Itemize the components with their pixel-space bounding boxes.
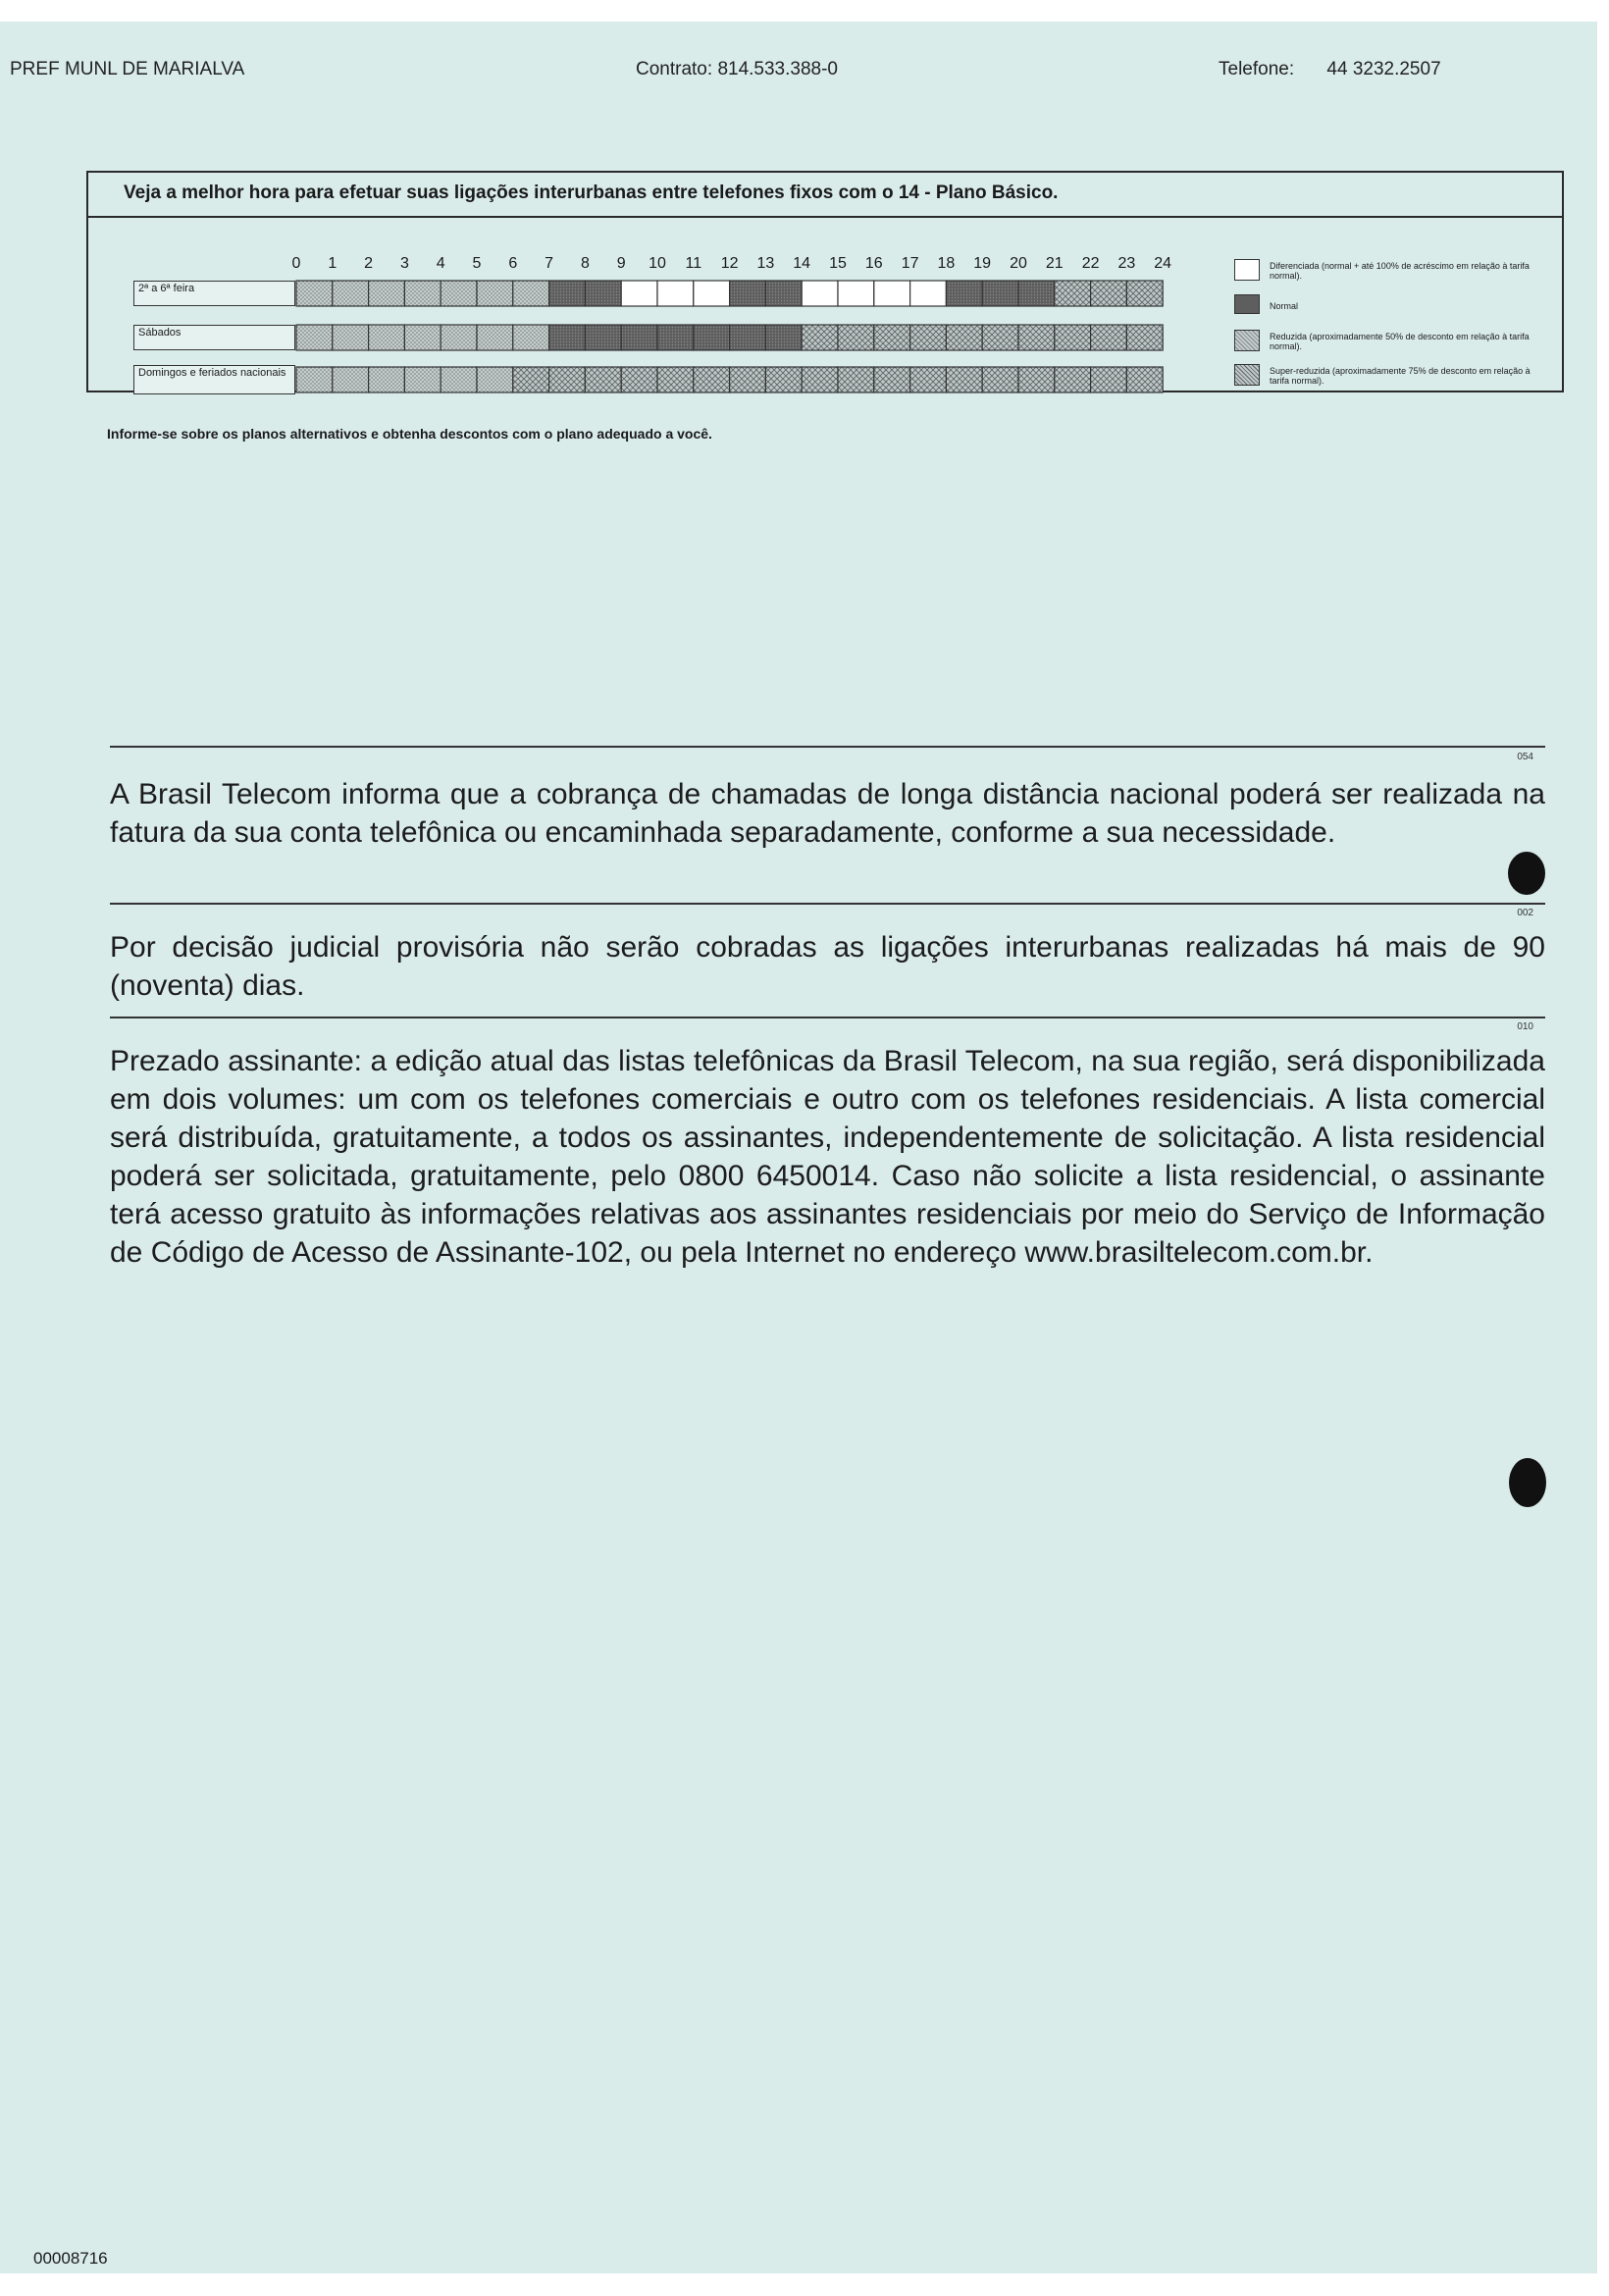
hour-tick-label: 22: [1081, 255, 1100, 272]
message-054: A Brasil Telecom informa que a cobrança de chamadas de longa distância nacional poderá ser realizada na fatura da sua conta telefônica ou encaminhada separadamente, conforme a sua necessidade.: [110, 778, 1545, 849]
hour-tick-label: 15: [829, 255, 847, 272]
hour-cell: [333, 325, 369, 350]
customer-name: PREF MUNL DE MARIALVA: [10, 59, 245, 79]
hour-cell: [730, 325, 766, 350]
hour-tick-label: 9: [616, 255, 626, 272]
document-number: 00008716: [33, 2249, 108, 2268]
hour-cell: [513, 281, 549, 306]
hour-tick-label: 7: [545, 255, 554, 272]
hour-tick-label: 2: [364, 255, 374, 272]
hour-cell: [657, 325, 694, 350]
hour-cell: [838, 281, 874, 306]
hour-cell: [296, 367, 333, 392]
hour-cell: [802, 367, 838, 392]
hour-tick-label: 10: [649, 255, 666, 272]
hour-cell: [694, 367, 730, 392]
hour-cell: [513, 325, 549, 350]
hour-cell: [910, 367, 947, 392]
hour-cell: [404, 325, 441, 350]
hour-cell: [441, 281, 477, 306]
punch-hole-mark: [1508, 852, 1545, 895]
contract-info: [636, 59, 838, 80]
hour-cell: [621, 367, 657, 392]
hour-tick-label: 1: [328, 255, 337, 272]
hour-cell: [1126, 367, 1163, 392]
hour-cell: [1018, 367, 1055, 392]
chart-footnote: Informe-se sobre os planos alternativos e obtenha descontos com o plano adequado a você.: [107, 426, 712, 442]
hour-tick-label: 21: [1045, 255, 1064, 272]
hour-cell: [549, 281, 586, 306]
hour-cell: [1018, 325, 1055, 350]
hour-cell: [441, 325, 477, 350]
hour-cell: [477, 367, 513, 392]
hour-cell: [946, 281, 982, 306]
hour-cell: [585, 281, 621, 306]
hour-cell: [585, 367, 621, 392]
message-010: Prezado assinante: a edição atual das listas telefônicas da Brasil Telecom, na sua região, será disponibilizada em dois volumes: um com os telefones comerciais e outro com os telefones residenciais. A lista comercial será distribuída, gratuitamente, a todos os assinantes, independentemente de solicitação. A lista residencial poderá ser solicitada, gratuitamente, pelo 0800 6450014. Caso não solicite a lista residencial, o assinante terá acesso gratuito às informações relativas aos assinantes residenciais por meio do Serviço de Informação de Código de Acesso de Assinante-102, ou pela Internet no endereço www.brasiltelecom.com.br.: [110, 1045, 1545, 1269]
hour-tick-label: 11: [685, 255, 702, 272]
hour-tick-label: 8: [580, 255, 590, 272]
tariff-schedule-chart: [86, 171, 1564, 392]
hour-cell: [513, 367, 549, 392]
row-label-sundays-holidays: Domingos e feriados nacionais: [133, 365, 295, 394]
hour-grid: [88, 173, 1226, 394]
legend-swatch-normal: [1234, 294, 1260, 314]
divider-054: [110, 746, 1545, 748]
hour-cell: [1126, 325, 1163, 350]
legend-swatch-super: [1234, 364, 1260, 386]
hour-cell: [874, 281, 910, 306]
hour-tick-label: 5: [472, 255, 482, 272]
hour-tick-label: 6: [508, 255, 518, 272]
divider-010: [110, 1017, 1545, 1018]
hour-cell: [838, 367, 874, 392]
hour-tick-label: 13: [756, 255, 775, 272]
hour-tick-label: 17: [901, 255, 919, 272]
hour-cell: [369, 367, 405, 392]
hour-tick-label: 0: [291, 255, 301, 272]
hour-tick-label: 12: [720, 255, 739, 272]
hour-cell: [1091, 325, 1127, 350]
hour-cell: [765, 325, 802, 350]
hour-cell: [585, 325, 621, 350]
hour-cell: [874, 325, 910, 350]
legend-text-super: Super-reduzida (aproximadamente 75% de desconto em relação à tarifa normal).: [1270, 366, 1531, 386]
hour-cell: [369, 281, 405, 306]
message-code-054: 054: [1517, 752, 1533, 762]
legend-text-reduzida: Reduzida (aproximadamente 50% de desconto em relação à tarifa normal).: [1270, 332, 1530, 351]
hour-tick-label: 23: [1117, 255, 1136, 272]
message-code-010: 010: [1517, 1021, 1533, 1032]
hour-cell: [946, 325, 982, 350]
contract-number: 814.533.388-0: [717, 59, 838, 79]
hour-cell: [549, 367, 586, 392]
legend-text-normal: Normal: [1270, 301, 1299, 311]
hour-cell: [657, 281, 694, 306]
hour-cell: [441, 367, 477, 392]
hour-tick-label: 19: [973, 255, 992, 272]
hour-cell: [1055, 325, 1091, 350]
hour-cell: [1018, 281, 1055, 306]
hour-cell: [404, 281, 441, 306]
legend-text-diferenciada: Diferenciada (normal + até 100% de acréscimo em relação à tarifa normal).: [1270, 261, 1530, 281]
hour-cell: [910, 325, 947, 350]
hour-cell: [477, 325, 513, 350]
hour-cell: [694, 281, 730, 306]
hour-cell: [296, 281, 333, 306]
hour-cell: [621, 325, 657, 350]
hour-cell: [730, 367, 766, 392]
hour-cell: [1091, 281, 1127, 306]
hour-cell: [765, 367, 802, 392]
phone-number: 44 3232.2507: [1326, 59, 1441, 79]
hour-cell: [477, 281, 513, 306]
hour-cell: [1055, 281, 1091, 306]
hour-tick-label: 24: [1154, 255, 1172, 272]
hour-cell: [982, 367, 1018, 392]
hour-cell: [802, 281, 838, 306]
hour-cell: [333, 367, 369, 392]
hour-cell: [404, 367, 441, 392]
hour-cell: [946, 367, 982, 392]
divider-002: [110, 903, 1545, 905]
phone-label: Telefone:: [1219, 59, 1295, 79]
hour-cell: [730, 281, 766, 306]
hour-cell: [369, 325, 405, 350]
hour-cell: [802, 325, 838, 350]
message-code-002: 002: [1517, 908, 1533, 918]
hour-tick-label: 4: [436, 255, 445, 272]
hour-cell: [874, 367, 910, 392]
hour-cell: [621, 281, 657, 306]
legend-swatch-diferenciada: [1234, 259, 1260, 281]
bill-page: [0, 22, 1597, 2273]
hour-cell: [1091, 367, 1127, 392]
hour-cell: [838, 325, 874, 350]
hour-tick-label: 18: [937, 255, 956, 272]
hour-cell: [765, 281, 802, 306]
hour-cell: [910, 281, 947, 306]
chart-title: Veja a melhor hora para efetuar suas ligações interurbanas entre telefones fixos com o 14 - Plano Básico.: [124, 183, 1059, 203]
phone-info: [1219, 59, 1441, 80]
hour-cell: [333, 281, 369, 306]
contract-label: Contrato:: [636, 59, 713, 79]
hour-tick-label: 16: [864, 255, 883, 272]
hour-cell: [296, 325, 333, 350]
punch-hole-mark: [1509, 1458, 1546, 1507]
hour-cell: [694, 325, 730, 350]
hour-cell: [549, 325, 586, 350]
message-002: Por decisão judicial provisória não serão cobradas as ligações interurbanas realizadas há mais de 90 (noventa) dias.: [110, 931, 1545, 1002]
hour-cell: [982, 281, 1018, 306]
hour-cell: [657, 367, 694, 392]
hour-cell: [982, 325, 1018, 350]
hour-tick-label: 3: [399, 255, 409, 272]
row-label-saturdays: Sábados: [133, 325, 295, 350]
hour-tick-label: 20: [1010, 255, 1027, 272]
hour-cell: [1055, 367, 1091, 392]
row-label-weekdays: 2ª a 6ª feira: [133, 281, 295, 306]
legend-swatch-reduzida: [1234, 330, 1260, 351]
hour-tick-label: 14: [793, 255, 811, 272]
hour-cell: [1126, 281, 1163, 306]
